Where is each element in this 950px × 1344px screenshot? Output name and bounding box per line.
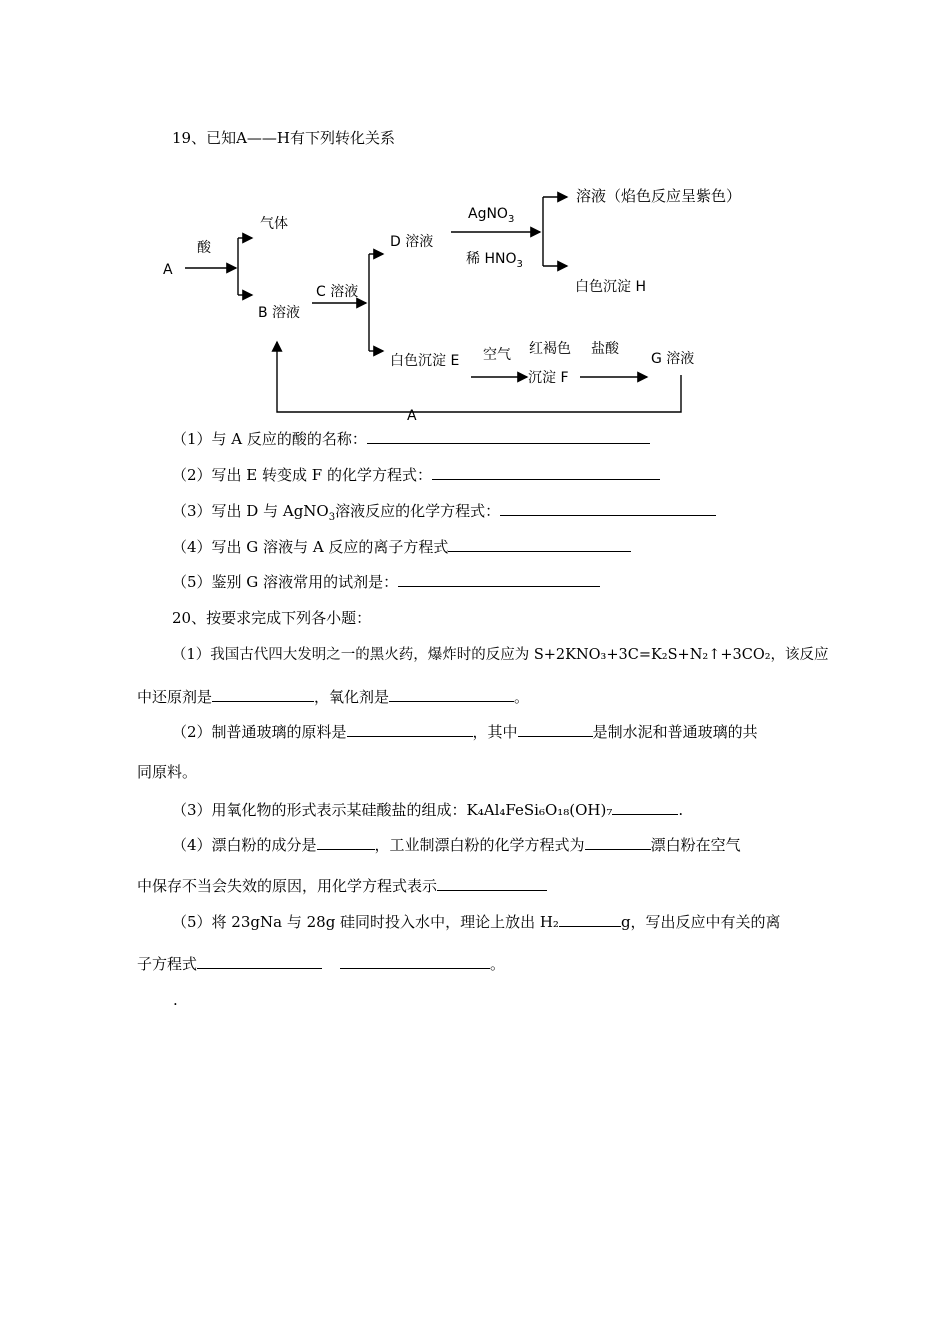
label-A: A [163, 262, 173, 278]
label-hcl: 盐酸 [591, 341, 619, 357]
q20-title: 20、按要求完成下列各小题： [172, 609, 372, 627]
answer-blank[interactable] [612, 799, 678, 815]
label-C: C 溶液 [316, 284, 359, 300]
answer-blank[interactable] [585, 834, 651, 850]
label-hno3: 稀 $HNO_3$ [466, 251, 523, 270]
q20-p4-line2: 中保存不当会失效的原因，用化学方程式表示 [137, 875, 547, 896]
label-acid: 酸 [197, 240, 211, 256]
q20-p2-line2: 同原料。 [137, 763, 198, 781]
answer-blank[interactable] [367, 428, 650, 444]
label-G: G 溶液 [651, 351, 695, 367]
trailing-dot: . [173, 991, 178, 1009]
label-solution-purple: 溶液（焰色反应呈紫色） [576, 187, 742, 205]
label-B: B 溶液 [258, 305, 301, 321]
label-agno3: AgNO$_3$ [468, 206, 515, 225]
q19-item1: （1）与 A 反应的酸的名称： [172, 428, 650, 449]
answer-blank[interactable] [500, 500, 716, 516]
q20-p3: （3）用氧化物的形式表示某硅酸盐的组成：K₄Al₄FeSi₆O₁₈(OH)₇ . [172, 801, 684, 819]
answer-blank[interactable] [559, 911, 621, 927]
q19-item3: （3）写出 D 与 AgNO$_3$溶液反应的化学方程式： [172, 500, 716, 521]
answer-blank[interactable] [448, 536, 631, 552]
label-D: D 溶液 [390, 234, 434, 250]
answer-blank[interactable] [340, 953, 490, 969]
q20-p1-line2: 中还原剂是 ，氧化剂是 。 [137, 688, 530, 706]
label-gas: 气体 [260, 216, 288, 232]
label-white-H: 白色沉淀 H [575, 279, 646, 295]
answer-blank[interactable] [197, 953, 322, 969]
answer-blank[interactable] [518, 721, 593, 737]
answer-blank[interactable] [437, 875, 547, 891]
q20-p5-line2: 子方程式 。 [137, 955, 506, 973]
answer-blank[interactable] [389, 686, 514, 702]
q20-p4-line1: （4）漂白粉的成分是 ，工业制漂白粉的化学方程式为 漂白粉在空气 [172, 836, 741, 854]
label-red-brown: 红褐色 [529, 341, 571, 357]
answer-blank[interactable] [432, 464, 660, 480]
answer-blank[interactable] [212, 686, 314, 702]
q20-p2-line1: （2）制普通玻璃的原料是 ，其中 是制水泥和普通玻璃的共 [172, 723, 758, 741]
q20-p5-line1: （5）将 23gNa 与 28g 硅同时投入水中，理论上放出 H₂ g，写出反应中有关的离 [172, 913, 781, 931]
label-F: 沉淀 F [528, 370, 569, 386]
label-A-back: A [407, 408, 417, 424]
label-white-E: 白色沉淀 E [390, 353, 460, 369]
q19-item5: （5）鉴别 G 溶液常用的试剂是： [172, 571, 600, 592]
q20-p1-line1: （1）我国古代四大发明之一的黑火药，爆炸时的反应为 S+2KNO₃+3C=K₂S+N₂↑+3CO₂，该反应 [172, 647, 829, 663]
q19-title: 19、已知A——H有下列转化关系 [172, 129, 396, 147]
answer-blank[interactable] [317, 834, 375, 850]
q19-item2: （2）写出 E 转变成 F 的化学方程式： [172, 464, 660, 485]
answer-blank[interactable] [347, 721, 473, 737]
label-air: 空气 [483, 347, 511, 363]
answer-blank[interactable] [398, 571, 600, 587]
q19-item4: （4）写出 G 溶液与 A 反应的离子方程式 [172, 536, 631, 557]
